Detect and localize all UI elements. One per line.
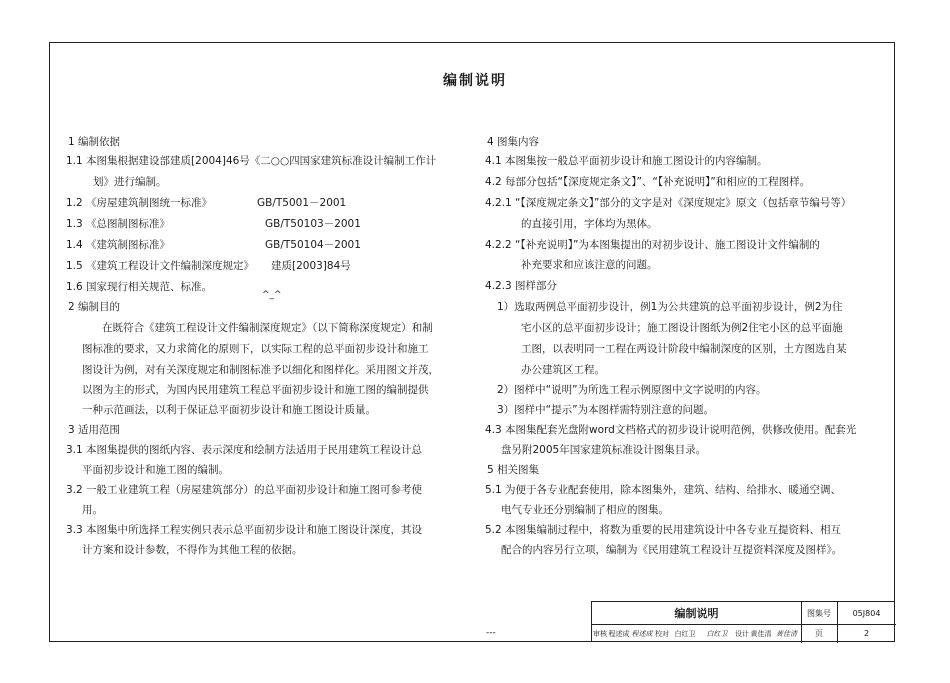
tb-page-no: 2 [863,629,870,638]
text-line: 以图为主的形式，为国内民用建筑工程总平面初步设计和施工图的编制提供 [82,384,429,396]
text-line: 5.1 为便于各专业配套使用，除本图集外，建筑、结构、给排水、暖通空调、 [485,484,842,496]
text-line: 4.3 本图集配套光盘附word文档格式的初步设计说明范例，供修改使用。配套光 [485,424,857,436]
heading-4: 4 图集内容 [487,136,540,148]
text-line: 3.1 本图集提供的图纸内容、表示深度和绘制方法适用于民用建筑工程设计总 [66,444,423,456]
heading-5: 5 相关图集 [487,464,540,476]
text-line: 3.3 本图集中所选择工程实例只表示总平面初步设计和施工图设计深度，其设 [66,524,423,536]
tb-review-signature: 程述成 [631,629,653,638]
ref-line-1-2: 1.2 《房屋建筑制图统一标准》 [66,197,213,209]
title-block [591,601,895,642]
text-line: 4.2.1 “【深度规定条文】”部分的文字是对《深度规定》原文（包括章节编号等） [485,197,852,209]
text-line: 划》进行编制。 [93,176,167,188]
tb-design-label: 设计 [735,629,749,638]
text-line: 2）图样中“说明”为所选工程示例原图中文字说明的内容。 [497,384,767,396]
text-line: 电气专业还分别编制了相应的图集。 [501,504,669,516]
text-line: 4.2.2 “【补充说明】”为本图集提出的对初步设计、施工图设计文件编制的 [485,239,820,251]
ref-code-1-5: 建质[2003]84号 [271,260,351,272]
doc-title: 编制说明 [443,73,507,89]
smiley-mark: ^_^ [262,290,282,300]
heading-3: 3 适用范围 [68,424,121,436]
heading-1: 1 编制依据 [68,136,121,148]
ref-line-1-5: 1.5 《建筑工程设计文件编制深度规定》 [66,260,255,272]
text-line: 1）选取两例总平面初步设计，例1为公共建筑的总平面初步设计，例2为住 [497,301,843,313]
tb-review-name: 程述成 [608,629,630,638]
text-line: 一种示范画法，以利于保证总平面初步设计和施工图设计质量。 [82,404,376,416]
text-line: 办公建筑区工程。 [521,364,605,376]
ref-line-1-3: 1.3 《总图制图标准》 [66,218,171,230]
text-line: 盘另附2005年国家建筑标准设计图集目录。 [501,444,707,456]
text-line: 3）图样中“提示”为本图样需特别注意的问题。 [497,404,715,416]
ref-code-1-4: GB/T50104－2001 [265,239,361,251]
tb-atlas-no: 05J804 [852,608,881,618]
text-line: 补充要求和应该注意的问题。 [521,259,658,271]
text-line: 5.2 本图集编制过程中，将数为重要的民用建筑设计中各专业互提资料、相互 [485,524,842,536]
text-line: 用。 [82,504,103,516]
text-line: 4.1 本图集按一般总平面初步设计和施工图设计的内容编制。 [485,155,768,167]
tb-atlas-label: 图集号 [807,608,831,618]
text-line: 的直接引用，字体均为黑体。 [521,218,658,230]
tb-check-name: 白红卫 [674,629,696,638]
text-line: 平面初步设计和施工图的编制。 [82,464,229,476]
heading-2: 2 编制目的 [68,301,121,313]
text-line: 图标准的要求，又力求简化的原则下，以实际工程的总平面初步设计和施工 [82,343,429,355]
text-line: 1.6 国家现行相关规范、标准。 [66,281,213,293]
text-line: 4.2 每部分包括“【深度规定条文】”、“【补充说明】”和相应的工程图样。 [485,176,811,188]
tb-page-label: 页 [815,629,823,638]
text-line: 计方案和设计参数，不得作为其他工程的依据。 [82,544,303,556]
text-line: 图设计为例，对有关深度规定和制图标准予以细化和图样化。采用图文并茂， [82,364,439,376]
text-line: 在既符合《建筑工程设计文件编制深度规定》（以下简称深度规定）和制 [102,322,433,334]
tb-review-label: 审核 [593,629,607,638]
text-line: 3.2 一般工业建筑工程（房屋建筑部分）的总平面初步设计和施工图可参考使 [66,484,423,496]
ref-code-1-2: GB/T5001－2001 [257,197,347,209]
bottom-dashes: --- [486,628,496,638]
text-line: 工图，以表明同一工程在两设计阶段中编制深度的区别，土方图选自某 [521,343,847,355]
ref-line-1-4: 1.4 《建筑制图标准》 [66,239,171,251]
tb-design-signature: 黄佳清 [776,629,797,638]
tb-drawing-name: 编制说明 [674,607,719,620]
text-line: 宅小区的总平面初步设计；施工图设计图纸为例2住宅小区的总平面施 [521,322,843,334]
tb-check-signature: 白红卫 [706,629,728,638]
tb-design-name: 黄佳清 [750,629,772,638]
text-line: 配合的内容另行立项，编制为《民用建筑工程设计互提资料深度及图样》。 [501,544,843,556]
text-line: 1.1 本图集根据建设部建质[2004]46号《二○○四国家建筑标准设计编制工作计 [66,155,437,167]
text-line: 4.2.3 图样部分 [485,280,558,292]
tb-check-label: 校对 [655,629,669,638]
ref-code-1-3: GB/T50103－2001 [265,218,361,230]
